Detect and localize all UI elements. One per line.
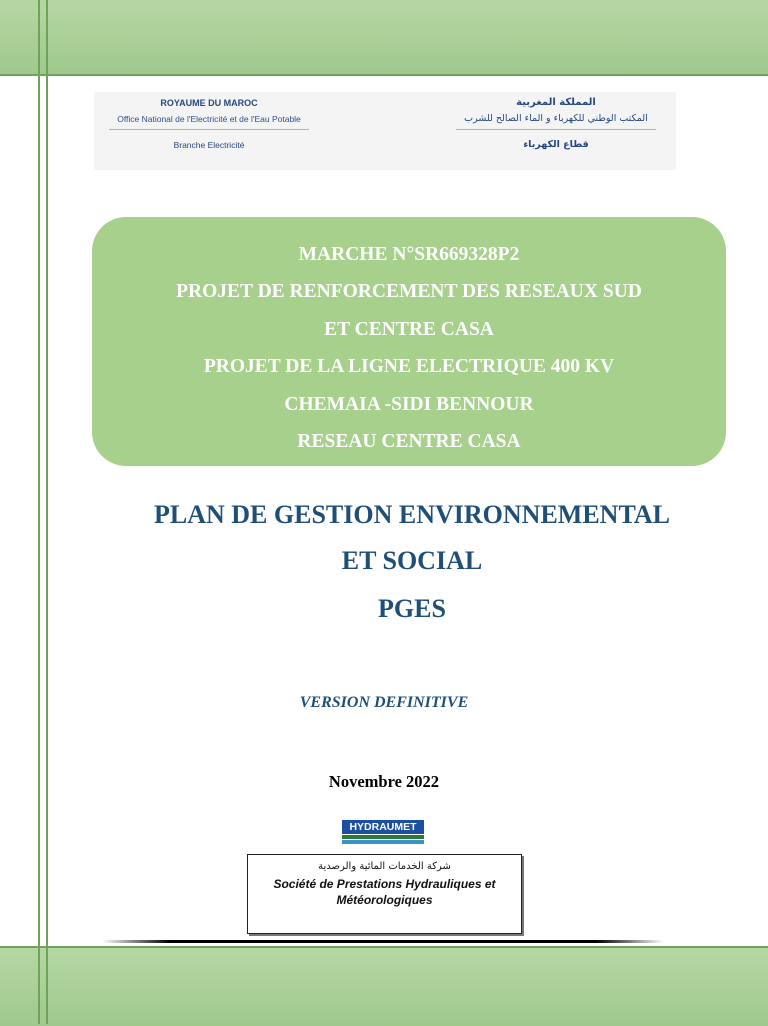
project-line: MARCHE N°SR669328P2 bbox=[298, 244, 520, 265]
logo-office-ar: المكتب الوطني للكهرباء و الماء الصالح للشرب bbox=[464, 113, 648, 124]
footer-band bbox=[0, 946, 768, 1026]
project-line: ET CENTRE CASA bbox=[324, 318, 494, 340]
logo-country-fr: ROYAUME DU MAROC bbox=[160, 98, 258, 108]
consultant-name-arabic: شركة الخدمات المائية والرصدية bbox=[318, 861, 451, 872]
project-line: PROJET DE LA LIGNE ELECTRIQUE 400 KV bbox=[203, 356, 615, 378]
hydraumet-logo bbox=[342, 820, 424, 846]
document-title-line1: PLAN DE GESTION ENVIRONNEMENTAL bbox=[154, 500, 670, 529]
logo-stripe-blue bbox=[342, 840, 424, 844]
consultant-name-french bbox=[248, 876, 521, 908]
footer-rule bbox=[102, 940, 664, 943]
onee-logo-french bbox=[94, 92, 324, 170]
logo-country-ar: المملكة المغربية bbox=[516, 97, 596, 108]
logo-stripe-green bbox=[342, 835, 424, 839]
document-title-line2: ET SOCIAL bbox=[341, 546, 483, 575]
logo-divider bbox=[109, 129, 309, 130]
hydraumet-logo-text: HYDRAUMET bbox=[342, 820, 424, 834]
consultant-name-box bbox=[247, 854, 522, 934]
onee-logo-arabic bbox=[436, 92, 676, 170]
consultant-name-line2: Météorologiques bbox=[336, 893, 433, 907]
onee-logo-strip bbox=[94, 92, 676, 170]
consultant-name-line1: Société de Prestations Hydrauliques et bbox=[273, 877, 496, 891]
project-info-box bbox=[92, 217, 726, 466]
header-band bbox=[0, 0, 768, 76]
document-title-acronym: PGES bbox=[378, 594, 446, 623]
project-line: CHEMAIA -SIDI BENNOUR bbox=[284, 393, 534, 415]
logo-branch-ar: قطاع الكهرباء bbox=[523, 139, 589, 150]
logo-divider bbox=[456, 129, 656, 130]
version-label: VERSION DEFINITIVE bbox=[299, 694, 469, 711]
logo-office-fr: Office National de l'Electricité et de l'Eau Potable bbox=[117, 114, 301, 124]
logo-branch-fr: Branche Electricité bbox=[173, 140, 245, 150]
project-line: PROJET DE RENFORCEMENT DES RESEAUX SUD bbox=[176, 281, 642, 303]
document-date: Novembre 2022 bbox=[328, 772, 440, 791]
project-line: RESEAU CENTRE CASA bbox=[297, 431, 521, 453]
